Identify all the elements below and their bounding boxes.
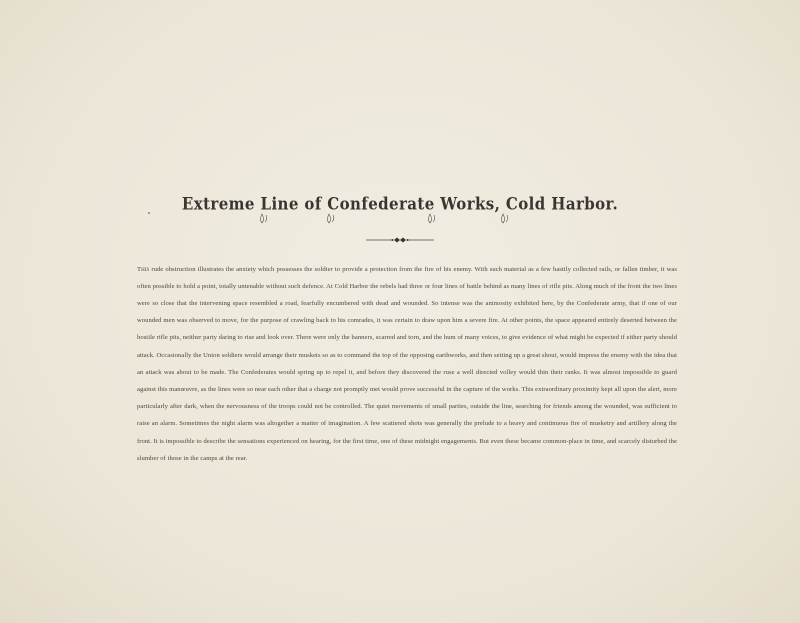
page-title: Extreme Line of Confederate Works, Cold Harbor. xyxy=(181,194,619,214)
ornamental-divider xyxy=(366,236,434,244)
paragraph-lead-word: This xyxy=(137,265,150,273)
title-flourish-ornament xyxy=(0,212,800,226)
paragraph-text: rude obstruction illustrates the anxiety which possesses the soldier to provide a protection from the fire of his enemy. With such material as a few hastily collected rails, or fallen timber, it was often possible to hold a point, totally untenable without such defence. At Cold Harbor the rebels had three or four lines of battle behind as many lines of rifle pits. Along much of the front the two lines were so close that the intervening space resembled a road, fearfully encumbered with dead and wounded. So intense was the animosity exhibited here, by the Confederate army, that if one of our wounded men was observed to move, for the purpose of crawling back to his comrades, it was certain to draw upon him a severe fire. At other points, the space appeared entirely deserted between the hostile rifle pits, neither party daring to rise and look over. There were only the banners, scarred and torn, and the hum of many voices, to give evidence of what might be expected if either party should attack. Occasionally the Union soldiers would arrange their muskets so as to command the top of the opposing earthworks, and then setting up a great shout, would impress the enemy with the idea that an attack was about to be made. The Confederates would spring up to repel it, and before they discovered the ruse a well directed volley would thin their ranks. It was almost impossible to guard against this manœuvre, as the lines were so near each other that a charge not promptly met would prove successful in the capture of the works. This extraordinary proximity kept all upon the alert, more particularly after dark, when the nervousness of the troops could not be controlled. The quiet movements of small parties, outside the line, searching for friends among the wounded, was sufficient to raise an alarm. Sometimes the night alarm was altogether a matter of imagination. A few scattered shots was generally the prelude to a heavy and continuous fire of musketry and artillery along the front. It is impossible to describe the sensations experienced on hearing, for the first time, one of these midnight engagements. But even these became common-place in time, and scarcely disturbed the slumber of those in the camps at the rear. xyxy=(137,265,677,462)
body-paragraph xyxy=(137,261,677,467)
